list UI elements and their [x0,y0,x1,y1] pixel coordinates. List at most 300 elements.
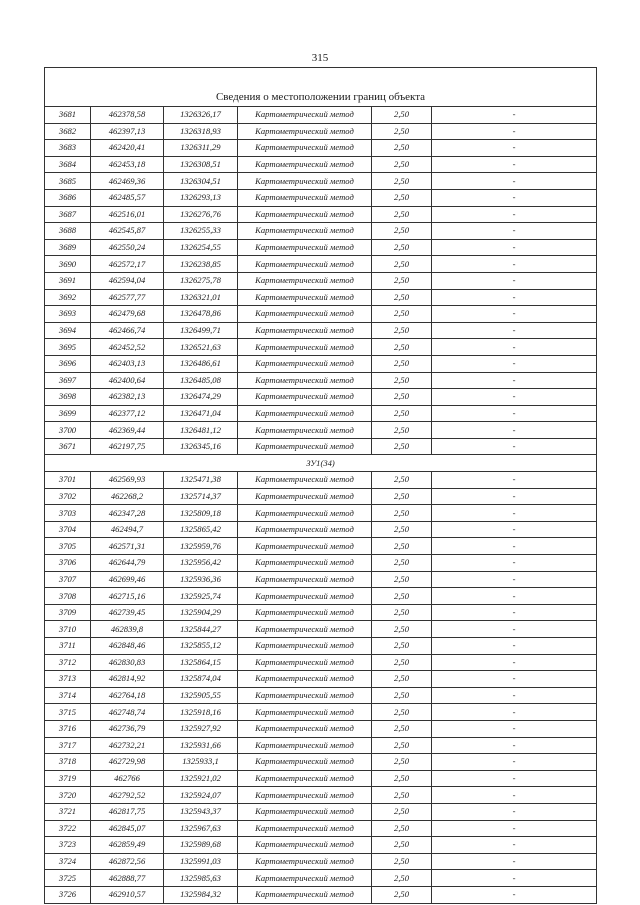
cell-accuracy: 2,50 [372,289,432,306]
cell-accuracy: 2,50 [372,438,432,455]
cell-coordinate-x: 462420,41 [91,140,164,157]
cell-point-number: 3690 [45,256,91,273]
cell-accuracy: 2,50 [372,588,432,605]
cell-description: - [432,870,597,887]
table-row [45,886,597,903]
table-row [45,140,597,157]
cell-method: Картометрический метод [238,837,372,854]
cell-coordinate-y: 1325936,36 [164,571,238,588]
cell-coordinate-x: 462545,87 [91,223,164,240]
cell-accuracy: 2,50 [372,223,432,240]
cell-method: Картометрический метод [238,604,372,621]
cell-coordinate-y: 1325931,66 [164,737,238,754]
cell-method: Картометрический метод [238,538,372,555]
cell-description: - [432,638,597,655]
table-row [45,837,597,854]
cell-description: - [432,206,597,223]
section-header [45,455,597,472]
cell-coordinate-y: 1326471,04 [164,405,238,422]
cell-accuracy: 2,50 [372,505,432,522]
cell-coordinate-x: 462577,77 [91,289,164,306]
cell-coordinate-y: 1325985,63 [164,870,238,887]
cell-method: Картометрический метод [238,853,372,870]
cell-method: Картометрический метод [238,803,372,820]
cell-coordinate-y: 1325471,38 [164,472,238,489]
cell-accuracy: 2,50 [372,803,432,820]
cell-coordinate-x: 462382,13 [91,389,164,406]
cell-method: Картометрический метод [238,223,372,240]
cell-method: Картометрический метод [238,256,372,273]
cell-accuracy: 2,50 [372,621,432,638]
cell-accuracy: 2,50 [372,737,432,754]
cell-point-number: 3695 [45,339,91,356]
cell-point-number: 3705 [45,538,91,555]
cell-accuracy: 2,50 [372,405,432,422]
cell-description: - [432,289,597,306]
cell-method: Картометрический метод [238,687,372,704]
cell-point-number: 3717 [45,737,91,754]
cell-coordinate-x: 462452,52 [91,339,164,356]
cell-coordinate-x: 462739,45 [91,604,164,621]
cell-coordinate-x: 462516,01 [91,206,164,223]
cell-coordinate-y: 1326321,01 [164,289,238,306]
cell-method: Картометрический метод [238,571,372,588]
table-row [45,438,597,455]
cell-coordinate-x: 462403,13 [91,355,164,372]
cell-coordinate-y: 1326318,93 [164,123,238,140]
cell-coordinate-y: 1326345,16 [164,438,238,455]
cell-description: - [432,306,597,323]
cell-point-number: 3715 [45,704,91,721]
cell-coordinate-y: 1325844,27 [164,621,238,638]
table-row [45,720,597,737]
cell-coordinate-y: 1325925,74 [164,588,238,605]
table-row [45,671,597,688]
cell-point-number: 3720 [45,787,91,804]
cell-description: - [432,687,597,704]
cell-coordinate-y: 1325933,1 [164,754,238,771]
cell-accuracy: 2,50 [372,306,432,323]
cell-coordinate-x: 462571,31 [91,538,164,555]
cell-coordinate-y: 1325959,76 [164,538,238,555]
cell-coordinate-y: 1326311,29 [164,140,238,157]
cell-accuracy: 2,50 [372,837,432,854]
cell-point-number: 3693 [45,306,91,323]
cell-coordinate-x: 462494,7 [91,521,164,538]
cell-method: Картометрический метод [238,555,372,572]
cell-coordinate-x: 462466,74 [91,322,164,339]
cell-method: Картометрический метод [238,123,372,140]
cell-method: Картометрический метод [238,472,372,489]
cell-coordinate-x: 462848,46 [91,638,164,655]
cell-accuracy: 2,50 [372,173,432,190]
table-row [45,472,597,489]
cell-coordinate-y: 1325943,37 [164,803,238,820]
cell-description: - [432,239,597,256]
table-row [45,787,597,804]
cell-point-number: 3699 [45,405,91,422]
cell-description: - [432,704,597,721]
cell-description: - [432,571,597,588]
cell-point-number: 3706 [45,555,91,572]
cell-accuracy: 2,50 [372,107,432,124]
cell-coordinate-x: 462268,2 [91,488,164,505]
cell-point-number: 3689 [45,239,91,256]
cell-accuracy: 2,50 [372,538,432,555]
cell-coordinate-x: 462814,92 [91,671,164,688]
cell-description: - [432,189,597,206]
cell-description: - [432,223,597,240]
cell-description: - [432,107,597,124]
cell-point-number: 3726 [45,886,91,903]
cell-coordinate-x: 462859,49 [91,837,164,854]
table-row [45,339,597,356]
cell-description: - [432,339,597,356]
cell-point-number: 3708 [45,588,91,605]
table-row [45,820,597,837]
cell-coordinate-y: 1326486,61 [164,355,238,372]
cell-coordinate-y: 1325865,42 [164,521,238,538]
cell-point-number: 3698 [45,389,91,406]
cell-point-number: 3685 [45,173,91,190]
cell-method: Картометрический метод [238,638,372,655]
cell-method: Картометрический метод [238,339,372,356]
cell-point-number: 3682 [45,123,91,140]
cell-coordinate-y: 1326485,08 [164,372,238,389]
cell-point-number: 3686 [45,189,91,206]
cell-coordinate-y: 1326521,63 [164,339,238,356]
cell-accuracy: 2,50 [372,322,432,339]
table-row [45,754,597,771]
table-row [45,853,597,870]
cell-coordinate-y: 1326474,29 [164,389,238,406]
cell-description: - [432,389,597,406]
cell-method: Картометрический метод [238,140,372,157]
cell-coordinate-x: 462397,13 [91,123,164,140]
cell-description: - [432,355,597,372]
cell-accuracy: 2,50 [372,671,432,688]
cell-coordinate-y: 1325714,37 [164,488,238,505]
cell-coordinate-y: 1326238,85 [164,256,238,273]
table-row [45,223,597,240]
cell-accuracy: 2,50 [372,704,432,721]
table-row [45,687,597,704]
cell-accuracy: 2,50 [372,754,432,771]
cell-point-number: 3711 [45,638,91,655]
cell-accuracy: 2,50 [372,189,432,206]
table-row [45,521,597,538]
cell-coordinate-x: 462550,24 [91,239,164,256]
cell-description: - [432,140,597,157]
table-row [45,604,597,621]
cell-accuracy: 2,50 [372,770,432,787]
cell-coordinate-x: 462766 [91,770,164,787]
cell-point-number: 3718 [45,754,91,771]
cell-point-number: 3707 [45,571,91,588]
cell-description: - [432,787,597,804]
table-row [45,704,597,721]
cell-method: Картометрический метод [238,754,372,771]
boundary-table-sheet [44,67,596,904]
cell-coordinate-y: 1325855,12 [164,638,238,655]
cell-coordinate-x: 462910,57 [91,886,164,903]
cell-method: Картометрический метод [238,438,372,455]
cell-point-number: 3704 [45,521,91,538]
cell-coordinate-y: 1325905,55 [164,687,238,704]
cell-method: Картометрический метод [238,505,372,522]
cell-coordinate-y: 1325924,07 [164,787,238,804]
table-row [45,555,597,572]
cell-coordinate-x: 462729,98 [91,754,164,771]
cell-coordinate-y: 1325921,02 [164,770,238,787]
table-row [45,538,597,555]
cell-accuracy: 2,50 [372,372,432,389]
cell-coordinate-y: 1325809,18 [164,505,238,522]
cell-accuracy: 2,50 [372,123,432,140]
table-row [45,206,597,223]
cell-accuracy: 2,50 [372,571,432,588]
cell-accuracy: 2,50 [372,389,432,406]
cell-description: - [432,505,597,522]
table-row [45,289,597,306]
cell-description: - [432,488,597,505]
cell-method: Картометрический метод [238,588,372,605]
cell-accuracy: 2,50 [372,604,432,621]
section-row [45,455,597,472]
cell-point-number: 3687 [45,206,91,223]
cell-accuracy: 2,50 [372,206,432,223]
cell-coordinate-y: 1325874,04 [164,671,238,688]
cell-method: Картометрический метод [238,372,372,389]
cell-method: Картометрический метод [238,704,372,721]
cell-method: Картометрический метод [238,422,372,439]
table-row [45,322,597,339]
cell-point-number: 3712 [45,654,91,671]
table-row [45,505,597,522]
cell-description: - [432,837,597,854]
cell-accuracy: 2,50 [372,272,432,289]
cell-coordinate-x: 462197,75 [91,438,164,455]
cell-method: Картометрический метод [238,654,372,671]
cell-coordinate-y: 1325991,03 [164,853,238,870]
cell-coordinate-y: 1325967,63 [164,820,238,837]
cell-description: - [432,654,597,671]
table-row [45,638,597,655]
cell-coordinate-y: 1325864,15 [164,654,238,671]
cell-accuracy: 2,50 [372,555,432,572]
cell-coordinate-x: 462736,79 [91,720,164,737]
cell-description: - [432,555,597,572]
cell-accuracy: 2,50 [372,720,432,737]
cell-point-number: 3721 [45,803,91,820]
cell-point-number: 3709 [45,604,91,621]
cell-method: Картометрический метод [238,206,372,223]
cell-coordinate-x: 462817,75 [91,803,164,820]
cell-coordinate-x: 462485,57 [91,189,164,206]
cell-coordinate-x: 462369,44 [91,422,164,439]
cell-point-number: 3725 [45,870,91,887]
cell-method: Картометрический метод [238,107,372,124]
cell-point-number: 3696 [45,355,91,372]
table-row [45,256,597,273]
cell-point-number: 3683 [45,140,91,157]
cell-coordinate-y: 1326293,13 [164,189,238,206]
cell-accuracy: 2,50 [372,422,432,439]
cell-accuracy: 2,50 [372,472,432,489]
cell-accuracy: 2,50 [372,339,432,356]
cell-description: - [432,671,597,688]
cell-coordinate-x: 462594,04 [91,272,164,289]
cell-method: Картометрический метод [238,488,372,505]
cell-point-number: 3697 [45,372,91,389]
cell-method: Картометрический метод [238,355,372,372]
cell-method: Картометрический метод [238,306,372,323]
cell-method: Картометрический метод [238,671,372,688]
cell-description: - [432,770,597,787]
table-row [45,588,597,605]
table-row [45,355,597,372]
cell-coordinate-x: 462764,18 [91,687,164,704]
cell-coordinate-x: 462469,36 [91,173,164,190]
table-body-before [45,68,597,455]
table-row [45,737,597,754]
cell-point-number: 3702 [45,488,91,505]
cell-coordinate-x: 462699,46 [91,571,164,588]
cell-description: - [432,438,597,455]
cell-description: - [432,123,597,140]
table-row [45,770,597,787]
cell-description: - [432,422,597,439]
cell-coordinate-y: 1326326,17 [164,107,238,124]
cell-method: Картометрический метод [238,405,372,422]
cell-accuracy: 2,50 [372,654,432,671]
cell-coordinate-x: 462400,64 [91,372,164,389]
cell-coordinate-x: 462377,12 [91,405,164,422]
cell-method: Картометрический метод [238,322,372,339]
cell-description: - [432,754,597,771]
table-row [45,123,597,140]
table-row [45,488,597,505]
cell-description: - [432,588,597,605]
section-label: ЗУ1(34) [45,455,597,472]
cell-coordinate-x: 462748,74 [91,704,164,721]
cell-method: Картометрический метод [238,720,372,737]
cell-method: Картометрический метод [238,621,372,638]
cell-coordinate-x: 462644,79 [91,555,164,572]
cell-point-number: 3700 [45,422,91,439]
cell-description: - [432,272,597,289]
cell-method: Картометрический метод [238,189,372,206]
boundary-coordinates-table [44,67,597,904]
cell-accuracy: 2,50 [372,687,432,704]
cell-method: Картометрический метод [238,521,372,538]
cell-method: Картометрический метод [238,870,372,887]
page-number: 315 [311,52,329,64]
cell-method: Картометрический метод [238,272,372,289]
cell-coordinate-x: 462569,93 [91,472,164,489]
cell-description: - [432,472,597,489]
cell-accuracy: 2,50 [372,820,432,837]
cell-coordinate-x: 462479,68 [91,306,164,323]
cell-accuracy: 2,50 [372,488,432,505]
table-body-after [45,472,597,903]
cell-method: Картометрический метод [238,737,372,754]
cell-description: - [432,521,597,538]
cell-description: - [432,803,597,820]
table-row [45,870,597,887]
table-row [45,654,597,671]
cell-description: - [432,820,597,837]
cell-coordinate-y: 1326308,51 [164,156,238,173]
table-row [45,571,597,588]
cell-coordinate-y: 1325984,32 [164,886,238,903]
cell-coordinate-x: 462830,83 [91,654,164,671]
cell-description: - [432,173,597,190]
cell-accuracy: 2,50 [372,870,432,887]
table-row [45,405,597,422]
cell-description: - [432,621,597,638]
cell-coordinate-y: 1326304,51 [164,173,238,190]
cell-accuracy: 2,50 [372,140,432,157]
cell-description: - [432,372,597,389]
table-row [45,239,597,256]
table-row [45,189,597,206]
cell-point-number: 3701 [45,472,91,489]
cell-point-number: 3710 [45,621,91,638]
cell-coordinate-x: 462888,77 [91,870,164,887]
cell-coordinate-x: 462792,52 [91,787,164,804]
cell-point-number: 3691 [45,272,91,289]
cell-point-number: 3681 [45,107,91,124]
cell-description: - [432,886,597,903]
cell-accuracy: 2,50 [372,256,432,273]
cell-coordinate-x: 462732,21 [91,737,164,754]
cell-coordinate-y: 1325918,16 [164,704,238,721]
cell-description: - [432,322,597,339]
cell-point-number: 3694 [45,322,91,339]
cell-point-number: 3716 [45,720,91,737]
cell-coordinate-y: 1326499,71 [164,322,238,339]
cell-coordinate-x: 462872,56 [91,853,164,870]
table-row [45,372,597,389]
cell-method: Картометрический метод [238,289,372,306]
cell-method: Картометрический метод [238,770,372,787]
cell-accuracy: 2,50 [372,355,432,372]
cell-coordinate-x: 462347,28 [91,505,164,522]
cell-point-number: 3688 [45,223,91,240]
cell-coordinate-x: 462715,16 [91,588,164,605]
cell-coordinate-y: 1325904,29 [164,604,238,621]
cell-method: Картометрический метод [238,389,372,406]
cell-description: - [432,604,597,621]
cell-accuracy: 2,50 [372,156,432,173]
table-caption: Сведения о местоположении границ объекта [45,68,597,107]
table-row [45,621,597,638]
cell-method: Картометрический метод [238,173,372,190]
cell-description: - [432,737,597,754]
cell-coordinate-y: 1326478,86 [164,306,238,323]
cell-point-number: 3723 [45,837,91,854]
cell-point-number: 3719 [45,770,91,787]
cell-coordinate-x: 462378,58 [91,107,164,124]
cell-description: - [432,538,597,555]
cell-coordinate-y: 1326254,55 [164,239,238,256]
cell-accuracy: 2,50 [372,853,432,870]
cell-description: - [432,256,597,273]
cell-coordinate-y: 1326276,76 [164,206,238,223]
table-row [45,173,597,190]
table-row [45,107,597,124]
